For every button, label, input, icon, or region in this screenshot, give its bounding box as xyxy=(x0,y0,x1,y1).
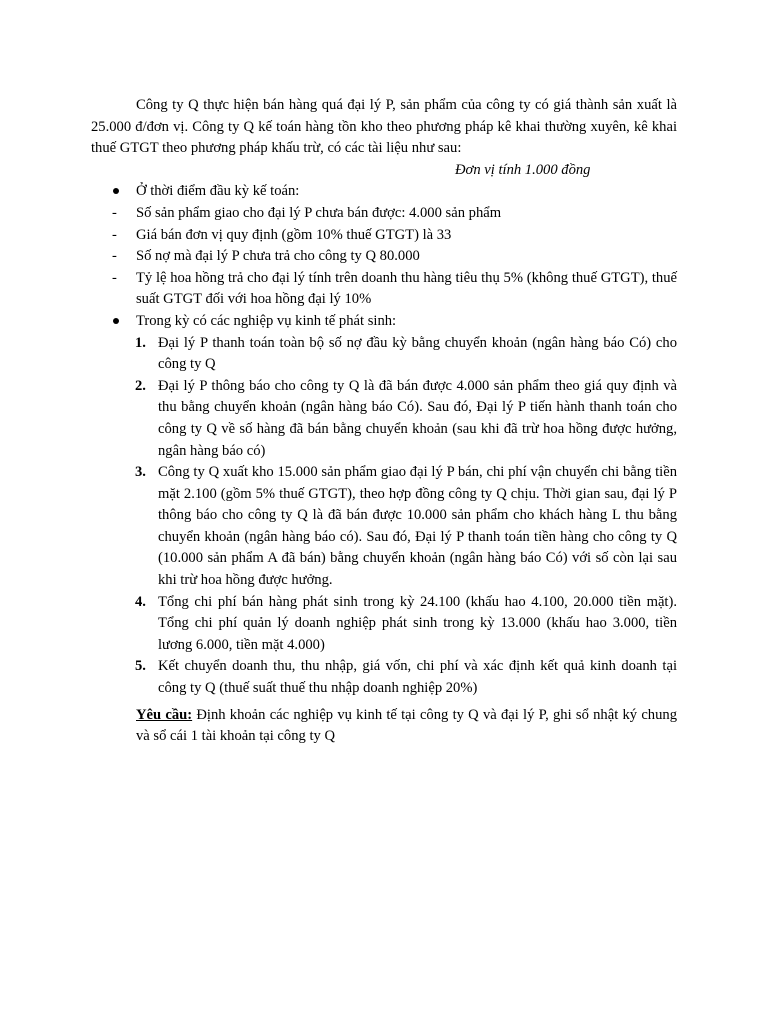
opening-item-text: Số sản phẩm giao cho đại lý P chưa bán được: 4.000 sản phẩm xyxy=(136,204,502,221)
item-number: 2. xyxy=(135,377,146,394)
item-number: 4. xyxy=(135,593,146,610)
opening-item-text: Số nợ mà đại lý P chưa trả cho công ty Q 80.000 xyxy=(136,248,420,265)
bullet-icon xyxy=(91,181,136,203)
transactions-heading: Trong kỳ có các nghiệp vụ kinh tế phát sinh: xyxy=(136,312,397,329)
intro-paragraph: Công ty Q thực hiện bán hàng quá đại lý P, sản phẩm của công ty có giá thành sản xuất là 25.000 đ/đơn vị. Công ty Q kế toán hàng tồn kho theo phương pháp kê khai thường xuyên, kê khai thuế GTGT theo phương pháp khấu trừ, có các tài liệu như sau: xyxy=(91,97,677,157)
list-item xyxy=(91,203,677,225)
numbered-item xyxy=(91,592,677,657)
bullet-icon xyxy=(91,311,136,333)
opening-item-text: Giá bán đơn vị quy định (gồm 10% thuế GTGT) là 33 xyxy=(136,226,452,243)
opening-heading: Ở thời điểm đầu kỳ kế toán: xyxy=(136,183,300,200)
dash-marker: - xyxy=(112,248,117,265)
item-text: Đại lý P thông báo cho công ty Q là đã bán được 4.000 sản phẩm theo giá quy định và thu bằng chuyển khoản (ngân hàng báo Có). Sau đó, Đại lý P tiến hành thanh toán cho công ty Q về số hàng đã bán bằng chuyển khoản (sau khi đã trừ hoa hồng được hưởng, ngân hàng báo có) xyxy=(158,377,677,459)
opening-item-text: Tỷ lệ hoa hồng trả cho đại lý tính trên doanh thu hàng tiêu thụ 5% (không thuế GTGT), thuế suất GTGT đối với hoa hồng đại lý 10% xyxy=(136,269,677,308)
numbered-item xyxy=(91,376,677,462)
numbered-item xyxy=(91,333,677,376)
opening-section-heading xyxy=(91,181,677,203)
dash-marker: - xyxy=(112,226,117,243)
numbered-item xyxy=(91,462,677,592)
item-text: Công ty Q xuất kho 15.000 sản phẩm giao đại lý P bán, chi phí vận chuyển chi bằng tiền mặt 2.100 (gồm 5% thuế GTGT), theo hợp đồng công ty Q chịu. Thời gian sau, đại lý P thông báo cho công ty Q là đã bán được 10.000 sản phẩm cho khách hàng L thu bằng chuyển khoản (ngân hàng báo có). Sau đó, Đại lý P thanh toán tiền hàng cho công ty Q (10.000 sản phẩm A đã bán) bằng chuyển khoản (ngân hàng báo Có) với số còn lại sau khi trừ hoa hồng được hưởng. xyxy=(158,464,677,589)
item-text: Đại lý P thanh toán toàn bộ số nợ đầu kỳ bằng chuyển khoản (ngân hàng báo Có) cho công ty Q xyxy=(158,334,677,373)
requirement-paragraph xyxy=(91,705,677,748)
transactions-section-heading xyxy=(91,311,677,333)
list-item xyxy=(91,225,677,247)
item-text: Tổng chi phí bán hàng phát sinh trong kỳ 24.100 (khấu hao 4.100, 20.000 tiền mặt). Tổng chi phí quản lý doanh nghiệp phát sinh trong kỳ 13.000 (khấu hao 3.000, tiền lương 6.000, tiền mặt 4.000) xyxy=(158,593,677,653)
document-page xyxy=(91,95,677,748)
item-number: 5. xyxy=(135,658,146,675)
list-item xyxy=(91,268,677,311)
list-item xyxy=(91,246,677,268)
item-number: 3. xyxy=(135,464,146,481)
item-text: Kết chuyển doanh thu, thu nhập, giá vốn, chi phí và xác định kết quả kinh doanh tại công ty Q (thuế suất thuế thu nhập doanh nghiệp 20%) xyxy=(158,658,677,697)
requirement-text: Định khoản các nghiệp vụ kinh tế tại công ty Q và đại lý P, ghi sổ nhật ký chung và sổ cái 1 tài khoản tại công ty Q xyxy=(136,706,677,745)
unit-note: Đơn vị tính 1.000 đồng xyxy=(455,161,591,178)
dash-marker: - xyxy=(112,204,117,221)
item-number: 1. xyxy=(135,334,146,351)
numbered-item xyxy=(91,656,677,699)
dash-marker: - xyxy=(112,269,117,286)
requirement-label: Yêu cầu: xyxy=(136,706,193,723)
